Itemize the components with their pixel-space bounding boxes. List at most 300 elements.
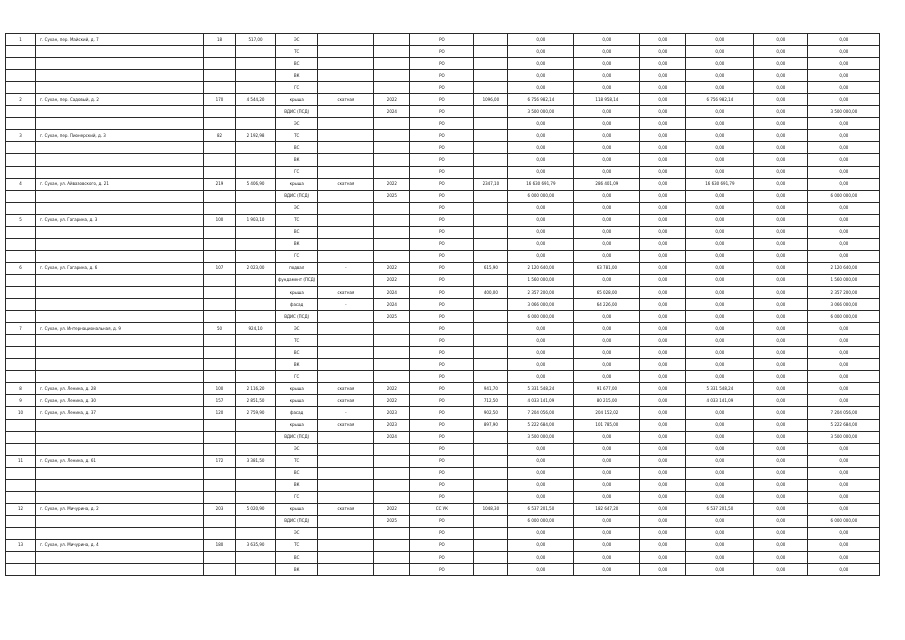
cost-col-3: 0,00 [686,214,754,226]
cost-col-4: 0,00 [754,552,808,564]
executor-cell: РО [410,443,474,455]
residents-cell [204,527,236,539]
roof-type-cell [318,443,374,455]
cost-col-1: 0,00 [574,106,640,118]
element-cell: ВДИС (ПСД) [276,311,318,323]
table-row [6,431,880,443]
year-cell [374,443,410,455]
cost-col-3: 0,00 [686,419,754,431]
cost-col-4: 0,00 [754,515,808,527]
cost-col-2: 0,00 [640,82,686,94]
area-cell: 3 381,50 [236,455,276,467]
roof-type-cell [318,359,374,371]
cost-col-3: 0,00 [686,106,754,118]
executor-cell: РО [410,106,474,118]
cost-col-5: 6 000 000,00 [808,190,880,202]
cost-col-5: 0,00 [808,383,880,395]
area-cell [236,166,276,178]
element-cell: ВК [276,154,318,166]
cost-col-3: 0,00 [686,431,754,443]
total-cost-cell: 0,00 [508,443,574,455]
cost-col-3: 0,00 [686,564,754,576]
cost-col-4: 0,00 [754,503,808,515]
roof-type-cell [318,130,374,142]
executor-cell: РО [410,323,474,335]
table-row [6,419,880,431]
total-cost-cell: 0,00 [508,166,574,178]
row-number: 2 [6,94,36,106]
cost-col-1: 0,00 [574,359,640,371]
cost-col-5: 0,00 [808,527,880,539]
cost-col-1: 0,00 [574,82,640,94]
table-row [6,130,880,142]
volume-cell [474,106,508,118]
roof-type-cell [318,82,374,94]
cost-col-2: 0,00 [640,419,686,431]
volume-cell [474,323,508,335]
table-row [6,46,880,58]
residents-cell [204,58,236,70]
area-cell [236,311,276,323]
cost-col-4: 0,00 [754,491,808,503]
area-cell [236,118,276,130]
area-cell: 924,10 [236,323,276,335]
cost-col-5: 0,00 [808,552,880,564]
cost-col-2: 0,00 [640,431,686,443]
row-number [6,515,36,527]
cost-col-4: 0,00 [754,455,808,467]
cost-col-2: 0,00 [640,274,686,286]
cost-col-5: 0,00 [808,238,880,250]
executor-cell: РО [410,371,474,383]
total-cost-cell: 6 000 000,00 [508,515,574,527]
area-cell: 2 023,00 [236,262,276,274]
row-number: 1 [6,34,36,46]
roof-type-cell [318,238,374,250]
cost-col-1: 0,00 [574,491,640,503]
cost-col-5: 0,00 [808,371,880,383]
cost-col-5: 0,00 [808,491,880,503]
cost-col-1: 0,00 [574,552,640,564]
address-cell [36,564,204,576]
cost-col-4: 0,00 [754,250,808,262]
roof-type-cell: - [318,407,374,419]
cost-col-3: 0,00 [686,552,754,564]
row-number [6,347,36,359]
roof-type-cell [318,431,374,443]
address-cell [36,166,204,178]
cost-col-5: 6 000 000,00 [808,311,880,323]
roof-type-cell [318,335,374,347]
executor-cell: РО [410,226,474,238]
residents-cell [204,419,236,431]
residents-cell: 100 [204,383,236,395]
residents-cell [204,479,236,491]
table-row [6,82,880,94]
executor-cell: РО [410,455,474,467]
cost-col-4: 0,00 [754,443,808,455]
cost-col-2: 0,00 [640,467,686,479]
cost-col-2: 0,00 [640,564,686,576]
cost-col-2: 0,00 [640,347,686,359]
cost-col-4: 0,00 [754,371,808,383]
roof-type-cell [318,311,374,323]
year-cell [374,564,410,576]
address-cell [36,419,204,431]
year-cell [374,323,410,335]
element-cell: крыша [276,94,318,106]
roof-type-cell: скатная [318,503,374,515]
volume-cell [474,527,508,539]
year-cell [374,552,410,564]
roof-type-cell [318,142,374,154]
table-row [6,299,880,311]
cost-col-1: 64 226,00 [574,299,640,311]
volume-cell: 615,90 [474,262,508,274]
cost-col-2: 0,00 [640,479,686,491]
cost-col-5: 3 500 000,00 [808,431,880,443]
cost-col-5: 0,00 [808,467,880,479]
cost-col-2: 0,00 [640,286,686,298]
year-cell [374,214,410,226]
cost-col-1: 63 781,00 [574,262,640,274]
row-number: 10 [6,407,36,419]
address-cell [36,359,204,371]
cost-col-5: 3 066 000,00 [808,299,880,311]
cost-col-1: 182 647,20 [574,503,640,515]
executor-cell: РО [410,58,474,70]
total-cost-cell: 6 000 000,00 [508,311,574,323]
table-row [6,202,880,214]
address-cell [36,491,204,503]
cost-col-5: 0,00 [808,82,880,94]
area-cell [236,286,276,298]
total-cost-cell: 7 204 056,00 [508,407,574,419]
row-number [6,359,36,371]
cost-col-3: 0,00 [686,34,754,46]
volume-cell [474,564,508,576]
address-cell [36,70,204,82]
cost-col-2: 0,00 [640,455,686,467]
element-cell: ВК [276,564,318,576]
executor-cell: РО [410,94,474,106]
element-cell: ГС [276,491,318,503]
cost-col-2: 0,00 [640,166,686,178]
cost-col-2: 0,00 [640,142,686,154]
row-number [6,299,36,311]
volume-cell [474,46,508,58]
cost-col-2: 0,00 [640,250,686,262]
address-cell [36,371,204,383]
executor-cell: РО [410,262,474,274]
cost-col-1: 0,00 [574,166,640,178]
address-cell [36,154,204,166]
area-cell [236,46,276,58]
residents-cell [204,443,236,455]
executor-cell: РО [410,564,474,576]
year-cell [374,202,410,214]
volume-cell: 902,50 [474,407,508,419]
volume-cell [474,371,508,383]
total-cost-cell: 0,00 [508,335,574,347]
executor-cell: РО [410,142,474,154]
address-cell: г. Сухан, ул. Гагарина, д. 6 [36,262,204,274]
total-cost-cell: 0,00 [508,347,574,359]
volume-cell [474,539,508,551]
cost-col-2: 0,00 [640,154,686,166]
residents-cell [204,82,236,94]
executor-cell: РО [410,419,474,431]
element-cell: ТС [276,455,318,467]
executor-cell: РО [410,154,474,166]
element-cell: крыша [276,419,318,431]
row-number [6,564,36,576]
volume-cell: 2347,10 [474,178,508,190]
cost-col-5: 0,00 [808,455,880,467]
year-cell [374,118,410,130]
executor-cell: РО [410,359,474,371]
area-cell: 2 851,50 [236,395,276,407]
residents-cell: 120 [204,407,236,419]
cost-col-3: 0,00 [686,491,754,503]
year-cell [374,34,410,46]
year-cell [374,226,410,238]
cost-col-1: 0,00 [574,70,640,82]
table-row [6,214,880,226]
address-cell: г. Сухан, ул. Мичурина, д. 2 [36,503,204,515]
cost-col-5: 0,00 [808,70,880,82]
year-cell: 2022 [374,262,410,274]
cost-col-3: 0,00 [686,202,754,214]
executor-cell: РО [410,407,474,419]
executor-cell: РО [410,238,474,250]
cost-col-4: 0,00 [754,311,808,323]
residents-cell: 157 [204,395,236,407]
cost-col-2: 0,00 [640,539,686,551]
area-cell [236,274,276,286]
year-cell: 2024 [374,106,410,118]
total-cost-cell: 0,00 [508,250,574,262]
residents-cell [204,359,236,371]
volume-cell [474,118,508,130]
area-cell [236,431,276,443]
cost-col-2: 0,00 [640,552,686,564]
cost-col-5: 3 500 000,00 [808,106,880,118]
cost-col-3: 0,00 [686,238,754,250]
cost-col-4: 0,00 [754,70,808,82]
area-cell [236,238,276,250]
cost-col-2: 0,00 [640,335,686,347]
cost-col-4: 0,00 [754,202,808,214]
cost-col-3: 0,00 [686,371,754,383]
total-cost-cell: 0,00 [508,539,574,551]
volume-cell [474,214,508,226]
cost-col-1: 0,00 [574,335,640,347]
table-row [6,118,880,130]
year-cell [374,479,410,491]
cost-col-3: 0,00 [686,347,754,359]
address-cell [36,46,204,58]
roof-type-cell [318,166,374,178]
address-cell [36,299,204,311]
volume-cell [474,347,508,359]
cost-col-5: 0,00 [808,214,880,226]
volume-cell: 897,90 [474,419,508,431]
residents-cell: 172 [204,455,236,467]
cost-col-1: 0,00 [574,214,640,226]
cost-col-4: 0,00 [754,94,808,106]
executor-cell: РО [410,202,474,214]
element-cell: ВДИС (ПСД) [276,515,318,527]
roof-type-cell: скатная [318,395,374,407]
roof-type-cell: скатная [318,94,374,106]
residents-cell: 18 [204,34,236,46]
row-number [6,238,36,250]
cost-col-2: 0,00 [640,395,686,407]
element-cell: ВДИС (ПСД) [276,431,318,443]
cost-col-3: 0,00 [686,335,754,347]
roof-type-cell [318,250,374,262]
element-cell: фасад [276,407,318,419]
cost-col-4: 0,00 [754,154,808,166]
volume-cell [474,359,508,371]
cost-col-4: 0,00 [754,419,808,431]
residents-cell [204,311,236,323]
element-cell: ВДИС (ПСД) [276,190,318,202]
element-cell: ВК [276,238,318,250]
total-cost-cell: 0,00 [508,479,574,491]
address-cell: г. Сухан, пер. Садовый, д. 2 [36,94,204,106]
residents-cell [204,226,236,238]
residents-cell [204,299,236,311]
area-cell: 1 903,10 [236,214,276,226]
row-number: 5 [6,214,36,226]
cost-col-5: 0,00 [808,347,880,359]
table-row [6,286,880,298]
year-cell [374,359,410,371]
cost-col-4: 0,00 [754,34,808,46]
volume-cell [474,491,508,503]
roof-type-cell [318,214,374,226]
area-cell: 2 116,20 [236,383,276,395]
cost-col-2: 0,00 [640,527,686,539]
cost-col-3: 6 537 201,50 [686,503,754,515]
roof-type-cell [318,46,374,58]
cost-col-4: 0,00 [754,479,808,491]
area-cell [236,479,276,491]
address-cell: г. Сухан, ул. Ленина, д. 28 [36,383,204,395]
cost-col-1: 101 785,00 [574,419,640,431]
total-cost-cell: 0,00 [508,154,574,166]
volume-cell [474,226,508,238]
residents-cell [204,564,236,576]
cost-col-3: 0,00 [686,479,754,491]
row-number [6,431,36,443]
cost-col-5: 0,00 [808,503,880,515]
cost-col-2: 0,00 [640,58,686,70]
year-cell [374,539,410,551]
row-number [6,190,36,202]
total-cost-cell: 0,00 [508,34,574,46]
executor-cell: РО [410,311,474,323]
area-cell: 517,00 [236,34,276,46]
volume-cell [474,443,508,455]
executor-cell: РО [410,383,474,395]
volume-cell [474,58,508,70]
cost-col-3: 0,00 [686,359,754,371]
cost-col-5: 7 204 056,00 [808,407,880,419]
table-row [6,323,880,335]
cost-col-5: 2 357 200,00 [808,286,880,298]
cost-col-1: 0,00 [574,130,640,142]
cost-col-1: 0,00 [574,274,640,286]
year-cell [374,527,410,539]
table-row [6,359,880,371]
total-cost-cell: 16 630 691,79 [508,178,574,190]
table-row [6,383,880,395]
cost-col-4: 0,00 [754,383,808,395]
executor-cell: РО [410,190,474,202]
area-cell [236,226,276,238]
element-cell: крыша [276,383,318,395]
cost-col-3: 0,00 [686,46,754,58]
roof-type-cell: скатная [318,286,374,298]
area-cell: 2 192,98 [236,130,276,142]
cost-col-3: 0,00 [686,539,754,551]
cost-col-4: 0,00 [754,395,808,407]
address-cell: г. Сухан, ул. Ленина, д. 30 [36,395,204,407]
executor-cell: РО [410,178,474,190]
residents-cell: 180 [204,539,236,551]
cost-col-1: 0,00 [574,238,640,250]
row-number [6,106,36,118]
row-number [6,443,36,455]
cost-col-3: 0,00 [686,407,754,419]
cost-col-1: 0,00 [574,371,640,383]
year-cell [374,238,410,250]
total-cost-cell: 0,00 [508,552,574,564]
cost-col-5: 0,00 [808,94,880,106]
year-cell: 2025 [374,311,410,323]
year-cell [374,70,410,82]
roof-type-cell [318,58,374,70]
cost-col-4: 0,00 [754,539,808,551]
cost-col-1: 0,00 [574,479,640,491]
cost-col-5: 1 560 000,00 [808,274,880,286]
row-number [6,527,36,539]
cost-col-1: 80 215,00 [574,395,640,407]
cost-col-2: 0,00 [640,371,686,383]
element-cell: ВК [276,70,318,82]
year-cell [374,58,410,70]
address-cell [36,286,204,298]
row-number [6,250,36,262]
year-cell [374,142,410,154]
cost-col-5: 0,00 [808,118,880,130]
row-number: 8 [6,383,36,395]
row-number: 12 [6,503,36,515]
roof-type-cell [318,106,374,118]
address-cell [36,58,204,70]
year-cell: 2023 [374,407,410,419]
total-cost-cell: 2 357 200,00 [508,286,574,298]
area-cell: 3 635,90 [236,539,276,551]
executor-cell: РО [410,552,474,564]
row-number: 13 [6,539,36,551]
element-cell: ГС [276,371,318,383]
cost-col-4: 0,00 [754,323,808,335]
volume-cell [474,479,508,491]
